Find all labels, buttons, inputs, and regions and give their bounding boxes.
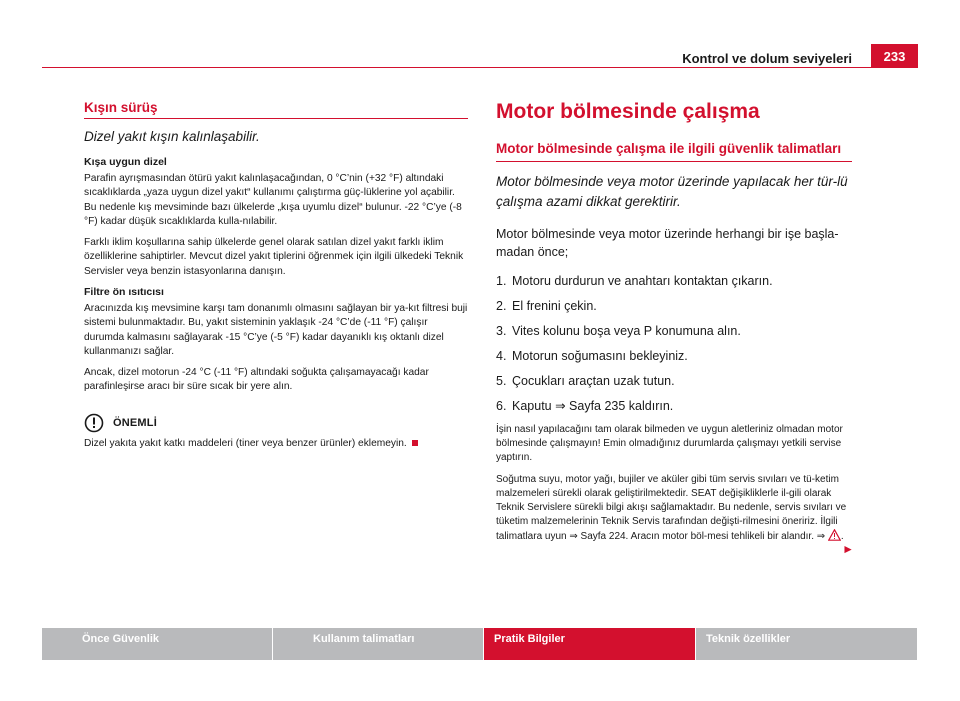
footer-tab-safety[interactable]: Önce Güvenlik (42, 628, 272, 660)
step-item (496, 373, 852, 389)
left-column (84, 100, 468, 451)
step-item (496, 323, 852, 339)
step-number: 1. (496, 274, 507, 289)
paragraph-text: Soğutma suyu, motor yağı, bujiler ve aküler gibi tüm servis sıvıları ve tü-ketim malzemeleri sürekli olarak geliştirilmektedir. SEAT değişikliklerle il-gili olarak Teknik Servislere sürekli bilgi akışı sağlamaktadır. Bu nedenle, servis sıvıları ve tüketim malzemelerinin Teknik Servis tarafından değişti-rilmesini öneririz. İlgili talimatlara uyun ⇒ Sayfa 224. Aracın motor böl-mesi tehlikeli bir alandır. ⇒ (496, 474, 847, 543)
paragraph: Farklı iklim koşullarına sahip ülkelerde genel olarak satılan dizel yakıt farklı iklim özelliklerine sahiptirler. Mevcut dizel yakıt tiplerini öğrenmek için ilgili ülkedeki Teknik Servisler veya benzin istasyonlarına danışın. (84, 237, 464, 277)
step-number: 4. (496, 349, 507, 364)
step-text: El frenini çekin. (512, 299, 597, 314)
section-title-safety: Motor bölmesinde çalışma ile ilgili güvenlik talimatları (496, 140, 852, 162)
step-text: Kaputu ⇒ Sayfa 235 kaldırın. (512, 399, 674, 414)
step-text: Vites kolunu boşa veya P konumuna alın. (512, 324, 741, 339)
paragraph: Parafin ayrışmasından ötürü yakıt kalınlaşacağından, 0 °C’nin (+32 °F) altındaki sıcaklıklarda „yaza uygun dizel yakıt“ kullanımı çalıştırma güç-lüklerine yol açabilir. Bu nedenle kış mevsiminde bazı ülkelerde „kışa uyumlu dizel“ bulunur. -22 °C’ye (-8 °F) kadar düşük sıcaklıklarda kulla-nılabilir. (84, 173, 462, 227)
warning-triangle-icon (828, 529, 841, 541)
step-item (496, 348, 852, 364)
lead-text: Dizel yakıt kışın kalınlaşabilir. (84, 129, 260, 144)
end-square-icon (412, 440, 418, 446)
lead-text: Motor bölmesinde veya motor üzerinde yapılacak her tür-lü çalışma azami dikkat gerektirir. (496, 174, 848, 210)
paragraph: Aracınızda kış mevsimine karşı tam donanımlı olmasını sağlayan bir ya-kıt filtresi buji sistemi bulunmaktadır. Bu, yakıt sisteminin yaklaşık -24 °C’de (-11 °F) çalışır durumda kalmasını sağlayarak -15 °C’ye (-5 °F) kadar dayanıklı kış oktanlı dizel kullanmanızı sağlar. (84, 302, 468, 357)
subheading-filter-preheater: Filtre ön ısıtıcısı (84, 285, 164, 298)
step-number: 5. (496, 374, 507, 389)
step-item (496, 398, 852, 414)
footer-tab-operation[interactable]: Kullanım talimatları (273, 628, 483, 660)
main-title: Motor bölmesinde çalışma (496, 100, 760, 123)
notice-header (84, 413, 468, 433)
page-number: 233 (871, 44, 918, 68)
notice-text: Dizel yakıta yakıt katkı maddeleri (tiner veya benzer ürünler) eklemeyin. (84, 437, 407, 449)
paragraph: Ancak, dizel motorun -24 °C (-11 °F) altındaki soğukta çalışamayacağı kadar parafinleşirse aracı bir süre sıcak bir yere alın. (84, 367, 429, 393)
exclamation-circle-icon (84, 413, 104, 433)
step-number: 3. (496, 324, 507, 339)
step-text: Motorun soğumasını bekleyiniz. (512, 349, 688, 364)
steps-list (496, 273, 852, 414)
header-title: Kontrol ve dolum seviyeleri (682, 51, 852, 66)
triangle-right-icon: ► (842, 542, 854, 557)
footer-tab-practical[interactable]: Pratik Bilgiler (484, 628, 695, 660)
paragraph-end: . (840, 531, 844, 543)
footer-tab-technical[interactable]: Teknik özellikler (696, 628, 917, 660)
step-number: 2. (496, 299, 507, 314)
intro-text: Motor bölmesinde veya motor üzerinde herhangi bir işe başla-madan önce; (496, 226, 839, 260)
step-item (496, 298, 852, 314)
right-column (496, 100, 854, 557)
notice-title: ÖNEMLİ (113, 416, 157, 429)
paragraph (496, 473, 854, 557)
section-title-winter: Kışın sürüş (84, 100, 468, 119)
step-text: Çocukları araçtan uzak tutun. (512, 374, 675, 389)
subheading-winter-diesel: Kışa uygun dizel (84, 156, 167, 168)
step-text: Motoru durdurun ve anahtarı kontaktan çıkarın. (512, 274, 773, 289)
paragraph: İşin nasıl yapılacağını tam olarak bilmeden ve uygun aletleriniz olmadan motor bölmesinde çalışmayın! Emin olmadığınız durumlarda çalışmayı yetkili servise yaptırın. (496, 424, 843, 464)
step-item (496, 273, 852, 289)
notice-body (84, 437, 468, 451)
header-rule (42, 67, 918, 68)
step-number: 6. (496, 399, 507, 414)
footer-nav (42, 628, 918, 660)
